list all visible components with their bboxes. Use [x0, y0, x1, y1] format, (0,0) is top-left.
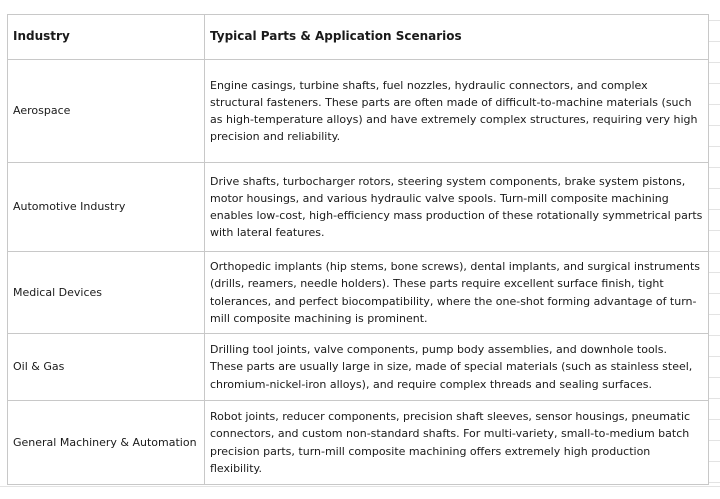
cell-industry[interactable]: Medical Devices: [8, 252, 205, 334]
cell-description[interactable]: Engine casings, turbine shafts, fuel nozzles, hydraulic connectors, and complex structural fasteners. These parts are often made of difficult-to-machine materials (such as high-temperature alloys) and have extremely complex structures, requiring very high precision and reliability.: [205, 60, 709, 163]
table-row: [8, 60, 709, 163]
table-row: [8, 334, 709, 401]
header-industry[interactable]: Industry: [8, 15, 205, 60]
grid-line-bottom: [0, 486, 720, 487]
cell-description[interactable]: Drive shafts, turbocharger rotors, steering system components, brake system pistons, motor housings, and various hydraulic valve spools. Turn-mill composite machining enables low-cost, high-efficiency mass production of these rotationally symmetrical parts with lateral features.: [205, 163, 709, 252]
grid-lines: [708, 0, 720, 499]
cell-description[interactable]: Drilling tool joints, valve components, pump body assemblies, and downhole tools. These parts are usually large in size, made of special materials (such as stainless steel, chromium-nickel-iron alloys), and require complex threads and sealing surfaces.: [205, 334, 709, 401]
table-row: [8, 252, 709, 334]
table-row: [8, 163, 709, 252]
table-row: [8, 401, 709, 485]
cell-industry[interactable]: Automotive Industry: [8, 163, 205, 252]
industry-application-table: [7, 14, 709, 485]
cell-description[interactable]: Robot joints, reducer components, precision shaft sleeves, sensor housings, pneumatic connectors, and custom non-standard shafts. For multi-variety, small-to-medium batch precision parts, turn-mill composite machining offers extremely high production flexibility.: [205, 401, 709, 485]
cell-industry[interactable]: Aerospace: [8, 60, 205, 163]
cell-industry[interactable]: Oil & Gas: [8, 334, 205, 401]
cell-industry[interactable]: General Machinery & Automation: [8, 401, 205, 485]
table-header-row: [8, 15, 709, 60]
cell-description[interactable]: Orthopedic implants (hip stems, bone screws), dental implants, and surgical instruments (drills, reamers, needle holders). These parts require excellent surface finish, tight tolerances, and perfect biocompatibility, where the one-shot forming advantage of turn-mill composite machining is prominent.: [205, 252, 709, 334]
header-typical-parts[interactable]: Typical Parts & Application Scenarios: [205, 15, 709, 60]
